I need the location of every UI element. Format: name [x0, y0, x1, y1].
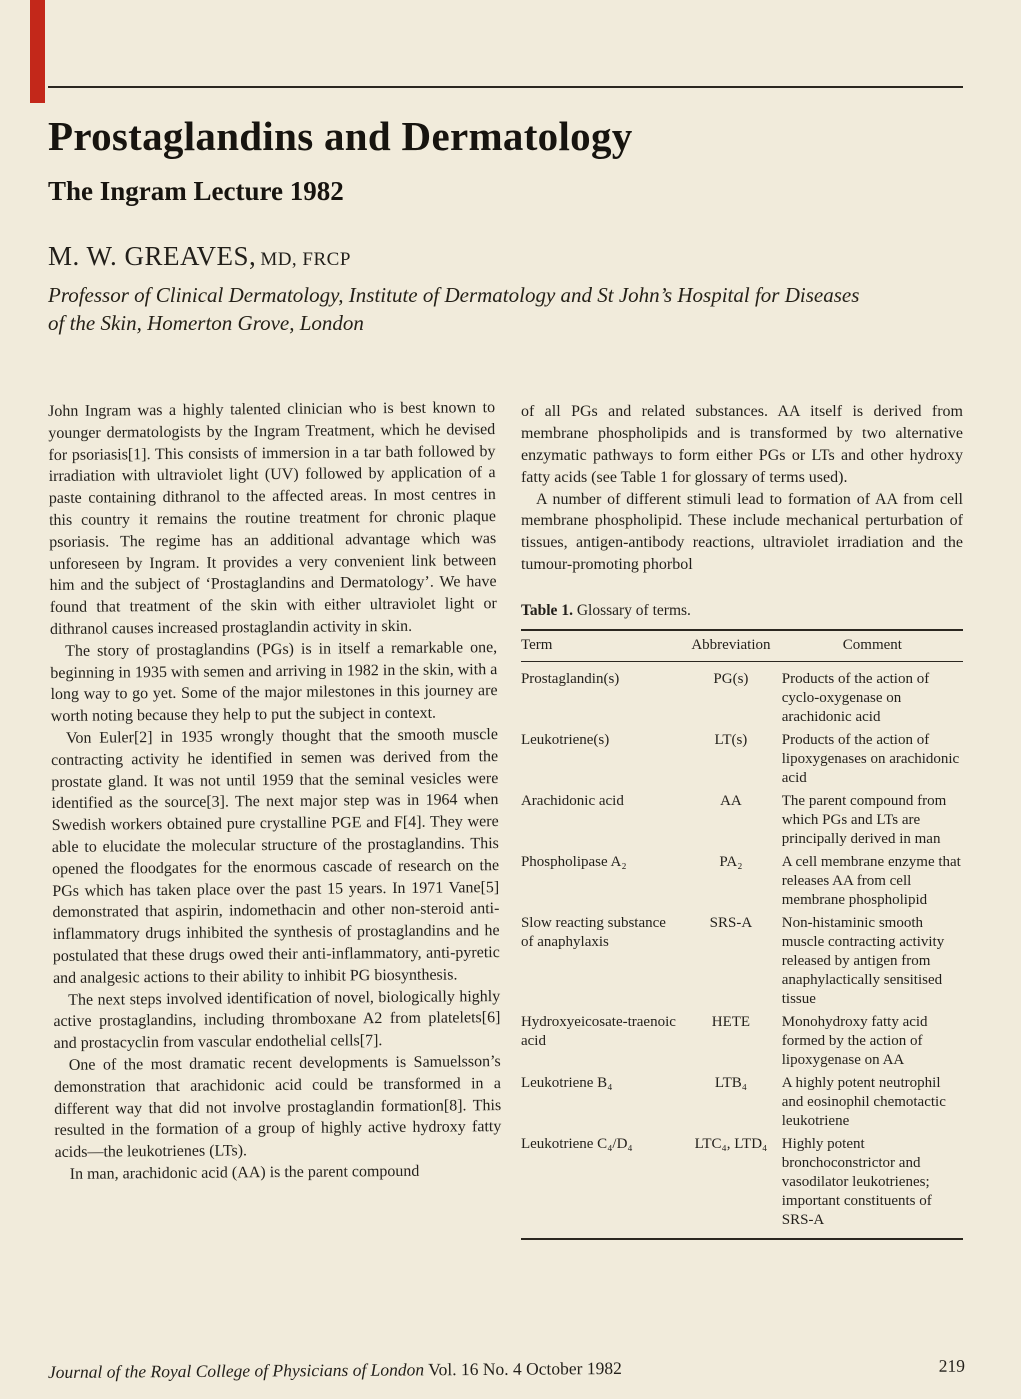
term-cell: Leukotriene B₄: [520, 1074, 613, 1091]
abbr-cell: AA: [720, 792, 742, 809]
footer-citation: [48, 1358, 622, 1383]
table-row: [521, 790, 963, 851]
table-row: [521, 729, 963, 790]
paragraph: One of the most dramatic recent developments is Samuelsson’s demonstration that arachidonic acid could be transformed in a different way that did not involve prostaglandin formation[8]. This resulted in the formation of a group of highly active hydroxy fatty acids—the leukotrienes (LTs).: [53, 1053, 502, 1162]
table-row: [521, 1133, 963, 1239]
paragraph: A number of different stimuli lead to formation of AA from cell membrane phospholipid. These include mechanical perturbation of tissues, antigen-antibody reactions, ultraviolet irradiation and the tumour-promoting phorbol: [520, 490, 963, 574]
author-name: M. W. GREAVES,: [48, 241, 257, 271]
page-number: 219: [938, 1355, 965, 1376]
glossary-table-body: [521, 661, 963, 1239]
red-edge-mark: [30, 0, 45, 103]
comment-cell: The parent compound from which PGs and LTs are principally derived in man: [781, 792, 947, 847]
top-rule: [48, 86, 963, 88]
abbr-cell: LTB₄: [714, 1074, 748, 1091]
term-cell: Leukotriene(s): [520, 731, 610, 748]
left-column: [48, 398, 502, 1240]
abbr-cell: PA₂: [719, 853, 743, 870]
comment-cell: Highly potent bronchoconstrictor and vasodilator leukotrienes; important constituents of SRS-A: [781, 1135, 932, 1228]
comment-cell: Products of the action of cyclo-oxygenase on arachidonic acid: [781, 670, 930, 725]
table-caption: [521, 602, 963, 620]
page-content: [48, 0, 963, 1240]
comment-cell: Non-histaminic smooth muscle contracting activity released by antigen from anaphylactically sensitised tissue: [781, 914, 945, 1007]
lecture-subtitle: The Ingram Lecture 1982: [48, 176, 344, 206]
table-caption-text: Glossary of terms.: [576, 601, 691, 619]
abbr-cell: SRS-A: [709, 914, 753, 931]
abbr-cell: LTC₄, LTD₄: [694, 1135, 768, 1152]
glossary-table-block: [521, 602, 963, 1240]
column-header-term: Term: [521, 630, 680, 662]
two-column-body: [48, 401, 963, 1239]
term-cell: Prostaglandin(s): [520, 670, 620, 687]
author-affiliation: Professor of Clinical Dermatology, Institute of Dermatology and St John’s Hospital for Diseases of the Skin, Homerton Grove, London: [48, 283, 860, 335]
table-caption-label: Table 1.: [520, 601, 573, 619]
page-title: Prostaglandins and Dermatology: [48, 113, 633, 159]
term-cell: Arachidonic acid: [520, 792, 624, 809]
abbr-cell: PG(s): [713, 670, 749, 687]
table-row: [521, 851, 963, 912]
paragraph: of all PGs and related substances. AA itself is derived from membrane phospholipids and is transformed by two alternative enzymatic pathways to form either PGs or LTs and other hydroxy fatty acids (see Table 1 for glossary of terms used).: [520, 403, 963, 486]
column-header-abbreviation: Abbreviation: [680, 630, 782, 662]
abbr-cell: HETE: [711, 1013, 751, 1030]
author-line: [48, 241, 963, 272]
header-row: [521, 630, 963, 662]
right-column: [521, 401, 963, 1239]
paragraph: Von Euler[2] in 1935 wrongly thought that the smooth muscle contracting activity he identified in semen was derived from the prostate gland. It was not until 1959 that the seminal vesicles were identified as the source[3]. The next major step was in 1964 when Swedish workers obtained pure crystalline PGE and F[4]. They were able to elucidate the molecular structure of the prostaglandins. This opened the floodgates for the enormous cascade of research on the PGs which has taken place over the past 15 years. In 1971 Vane[5] demonstrated that aspirin, indomethacin and other non-steroid anti-inflammatory drugs inhibited the synthesis of prostaglandins and he postulated that these drugs owed their anti-inflammatory, anti-pyretic and analgesic actions to their ability to inhibit PG biosynthesis.: [51, 726, 500, 988]
paragraph: The next steps involved identification of novel, biologically highly active prostaglandins, including thromboxane A2 from platelets[6] and prostacyclin from vascular endothelial cells[7].: [53, 988, 501, 1053]
page-footer: [48, 1356, 965, 1383]
comment-cell: Products of the action of lipoxygenases on arachidonic acid: [781, 731, 960, 786]
column-header-comment: Comment: [782, 630, 963, 662]
term-cell: Phospholipase A₂: [520, 853, 627, 870]
term-cell: Hydroxyeicosate-traenoic acid: [520, 1013, 676, 1049]
table-row: [521, 912, 963, 1011]
term-cell: Leukotriene C₄/D₄: [520, 1135, 633, 1152]
abbr-cell: LT(s): [714, 731, 748, 748]
glossary-table-head: [521, 630, 963, 662]
journal-name: Journal of the Royal College of Physicians of London: [47, 1359, 425, 1382]
table-row: [521, 1072, 963, 1133]
comment-cell: A highly potent neutrophil and eosinophil chemotactic leukotriene: [781, 1074, 946, 1129]
glossary-table: [521, 629, 963, 1240]
paragraph: The story of prostaglandins (PGs) is in itself a remarkable one, beginning in 1935 with semen and arriving in 1982 in the skin, with a long way to go yet. Some of the major milestones in this journey are worth noting because they help to put the subject in context.: [50, 639, 498, 726]
table-row: [521, 1011, 963, 1072]
paragraph: In man, arachidonic acid (AA) is the parent compound: [69, 1163, 420, 1184]
comment-cell: Monohydroxy fatty acid formed by the action of lipoxygenase on AA: [781, 1013, 928, 1068]
author-credentials: MD, FRCP: [260, 249, 351, 270]
term-cell: Slow reacting substance of anaphylaxis: [520, 914, 666, 950]
comment-cell: A cell membrane enzyme that releases AA from cell membrane phospholipid: [781, 853, 961, 908]
journal-issue: Vol. 16 No. 4 October 1982: [428, 1357, 622, 1380]
paragraph: John Ingram was a highly talented clinician who is best known to younger dermatologists by the Ingram Treatment, which he devised for psoriasis[1]. This consists of immersion in a tar bath followed by irradiation with ultraviolet light (UV) followed by application of a paste containing dithranol to the affected areas. In most centres in this country it remains the routine treatment for chronic plaque psoriasis. The regime has an additional advantage which was unforeseen by Ingram. It provides a very convenient link between him and the subject of ‘Prostaglandins and Dermatology’. We have found that treatment of the skin with either ultraviolet light or dithranol causes increased prostaglandin activity in skin.: [48, 399, 497, 639]
table-row: [521, 661, 963, 729]
